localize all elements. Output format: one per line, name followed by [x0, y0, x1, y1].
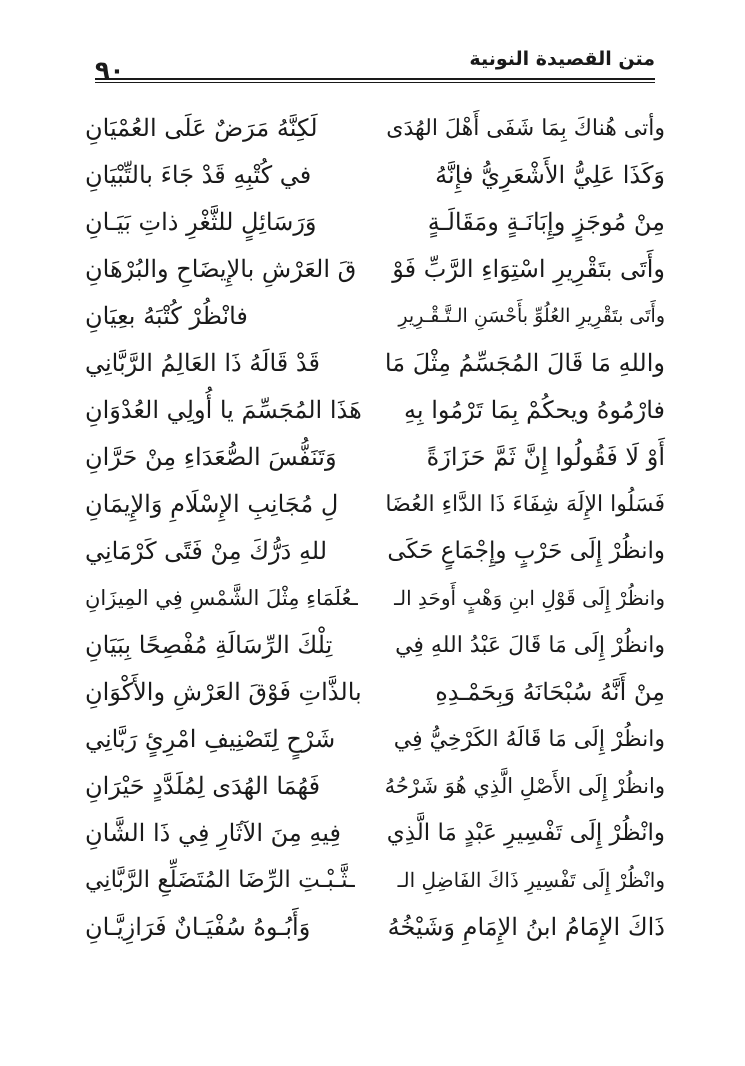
verse-first-hemistich: مِنْ مُوجَزٍ وإِبَانَـةٍ ومَقَالَـةٍ	[427, 208, 665, 236]
verse	[85, 904, 665, 951]
page-number: ٩٠	[95, 56, 125, 84]
verse	[85, 246, 665, 293]
verse-second-hemistich: تِلْكَ الرِّسَالَةِ مُفْصِحًا بِبَيَانِ	[85, 631, 333, 659]
verse-first-hemistich: وأتى هُناكَ بِمَا شَفَى أَهْلَ الهُدَى	[386, 116, 665, 141]
verse-second-hemistich: فَهُمَا الهُدَى لِمُلَدَّدٍ حَيْرَانِ	[85, 772, 321, 800]
verse	[85, 340, 665, 387]
verse-second-hemistich: في كُتْبِهِ قَدْ جَاءَ بالتِّبْيَانِ	[85, 161, 312, 189]
verse-first-hemistich: وانْظُرْ إِلَى تَفْسِيرِ عَبْدٍ مَا الَّذِي	[386, 820, 665, 846]
verse-second-hemistich: فِيهِ مِنَ الآثَارِ فِي ذَا الشَّانِ	[85, 819, 341, 847]
verse	[85, 669, 665, 716]
verse-second-hemistich: وَأَبُـوهُ سُفْيَـانٌ فَرَازِيَّـانِ	[85, 913, 311, 941]
verse-second-hemistich: بالذَّاتِ فَوْقَ العَرْشِ والأَكْوَانِ	[85, 678, 362, 706]
verse-second-hemistich: وَرَسَائِلٍ للثَّغْرِ ذاتِ بَيَـانِ	[85, 208, 317, 236]
verse-second-hemistich: قَدْ قَالَهُ ذَا العَالِمُ الرَّبَّانِي	[85, 349, 320, 377]
verse	[85, 199, 665, 246]
verse-first-hemistich: وَكَذَا عَلِيُّ الأَشْعَرِيُّ فإِنَّهُ	[435, 161, 665, 189]
verse-second-hemistich: قَ العَرْشِ بالإِيضَاحِ والبُرْهَانِ	[85, 255, 357, 283]
verse-first-hemistich: واللهِ مَا قَالَ المُجَسِّمُ مِثْلَ مَا	[384, 349, 665, 377]
verse	[85, 481, 665, 528]
verse	[85, 105, 665, 152]
verse-second-hemistich: هَذَا المُجَسِّمَ يا أُولِي العُدْوَانِ	[85, 396, 362, 424]
verse-second-hemistich: شَرْحٍ لِتَصْنِيفِ امْرِئٍ رَبَّانِي	[85, 725, 336, 753]
verse	[85, 528, 665, 575]
verse	[85, 293, 665, 340]
verse-first-hemistich: وانْظُرْ إِلَى تَفْسِيرِ ذَاكَ الفَاضِلِ الـ	[397, 868, 665, 892]
verse	[85, 575, 665, 622]
header-rule	[95, 78, 655, 80]
verse-first-hemistich: وأَتَى بتَقْرِيرِ اسْتِوَاءِ الرَّبِّ فَوْ	[392, 255, 665, 283]
verse-first-hemistich: وانظُرْ إِلَى مَا قَالَ عَبْدُ اللهِ فِي	[395, 633, 665, 658]
verse-second-hemistich: وَتَنَفُّسَ الصُّعَدَاءِ مِنْ حَرَّانِ	[85, 443, 337, 471]
page-header	[95, 38, 655, 84]
verse	[85, 152, 665, 199]
verse	[85, 622, 665, 669]
verse	[85, 434, 665, 481]
verse-second-hemistich: ـعُلَمَاءِ مِثْلَ الشَّمْسِ فِي المِيزَانِ	[85, 586, 358, 610]
verse-second-hemistich: للهِ دَرُّكَ مِنْ فَتًى كَرْمَانِي	[85, 537, 328, 565]
verse	[85, 387, 665, 434]
verse	[85, 763, 665, 810]
verse	[85, 857, 665, 904]
verse-first-hemistich: وانظُرْ إِلَى حَرْبٍ وإِجْمَاعٍ حَكَى	[387, 538, 665, 564]
verse-first-hemistich: وانظُرْ إِلَى مَا قَالَهُ الكَرْخِيُّ فِي	[393, 727, 665, 752]
verse-second-hemistich: لِ مُجَانِبِ الإِسْلَامِ وَالإِيمَانِ	[85, 490, 339, 518]
verse-first-hemistich: وانظُرْ إِلَى الأَصْلِ الَّذِي هُوَ شَرْحُهُ	[384, 774, 665, 798]
verse-first-hemistich: فَسَلُوا الإِلَهَ شِفَاءَ ذَا الدَّاءِ العُضَا	[385, 492, 665, 517]
verse-first-hemistich: وانظُرْ إِلَى قَوْلِ ابنِ وَهْبٍ أَوحَدِ الـ	[394, 586, 665, 610]
verse	[85, 716, 665, 763]
verse	[85, 810, 665, 857]
verse-second-hemistich: ـثَّـبْـتِ الرِّضَا المُتَضَلِّعِ الرَّبَّانِي	[85, 867, 355, 893]
header-rule-thin	[95, 82, 655, 83]
verse-second-hemistich: لَكِنَّهُ مَرَضٌ عَلَى العُمْيَانِ	[85, 114, 318, 142]
poem-body	[85, 105, 665, 951]
verse-first-hemistich: وأَتَى بتَقْرِيرِ العُلُوِّ بأَحْسَنِ الـتَّـقْـرِيرِ	[398, 305, 665, 327]
book-title: متن القصيدة النونية	[469, 48, 655, 70]
verse-first-hemistich: ذَاكَ الإِمَامُ ابنُ الإِمَامِ وَشَيْخُهُ	[387, 913, 665, 941]
verse-first-hemistich: مِنْ أَنَّهُ سُبْحَانَهُ وَبِحَمْـدِهِ	[435, 678, 665, 706]
verse-first-hemistich: فارْمُوهُ ويحكُمْ بِمَا تَرْمُوا بِهِ	[404, 396, 665, 424]
verse-second-hemistich: فانْظُرْ كُتْبَهُ بعِيَانِ	[85, 302, 248, 330]
verse-first-hemistich: أَوْ لَا فَقُولُوا إِنَّ ثَمَّ حَزَازَةً	[426, 443, 665, 471]
